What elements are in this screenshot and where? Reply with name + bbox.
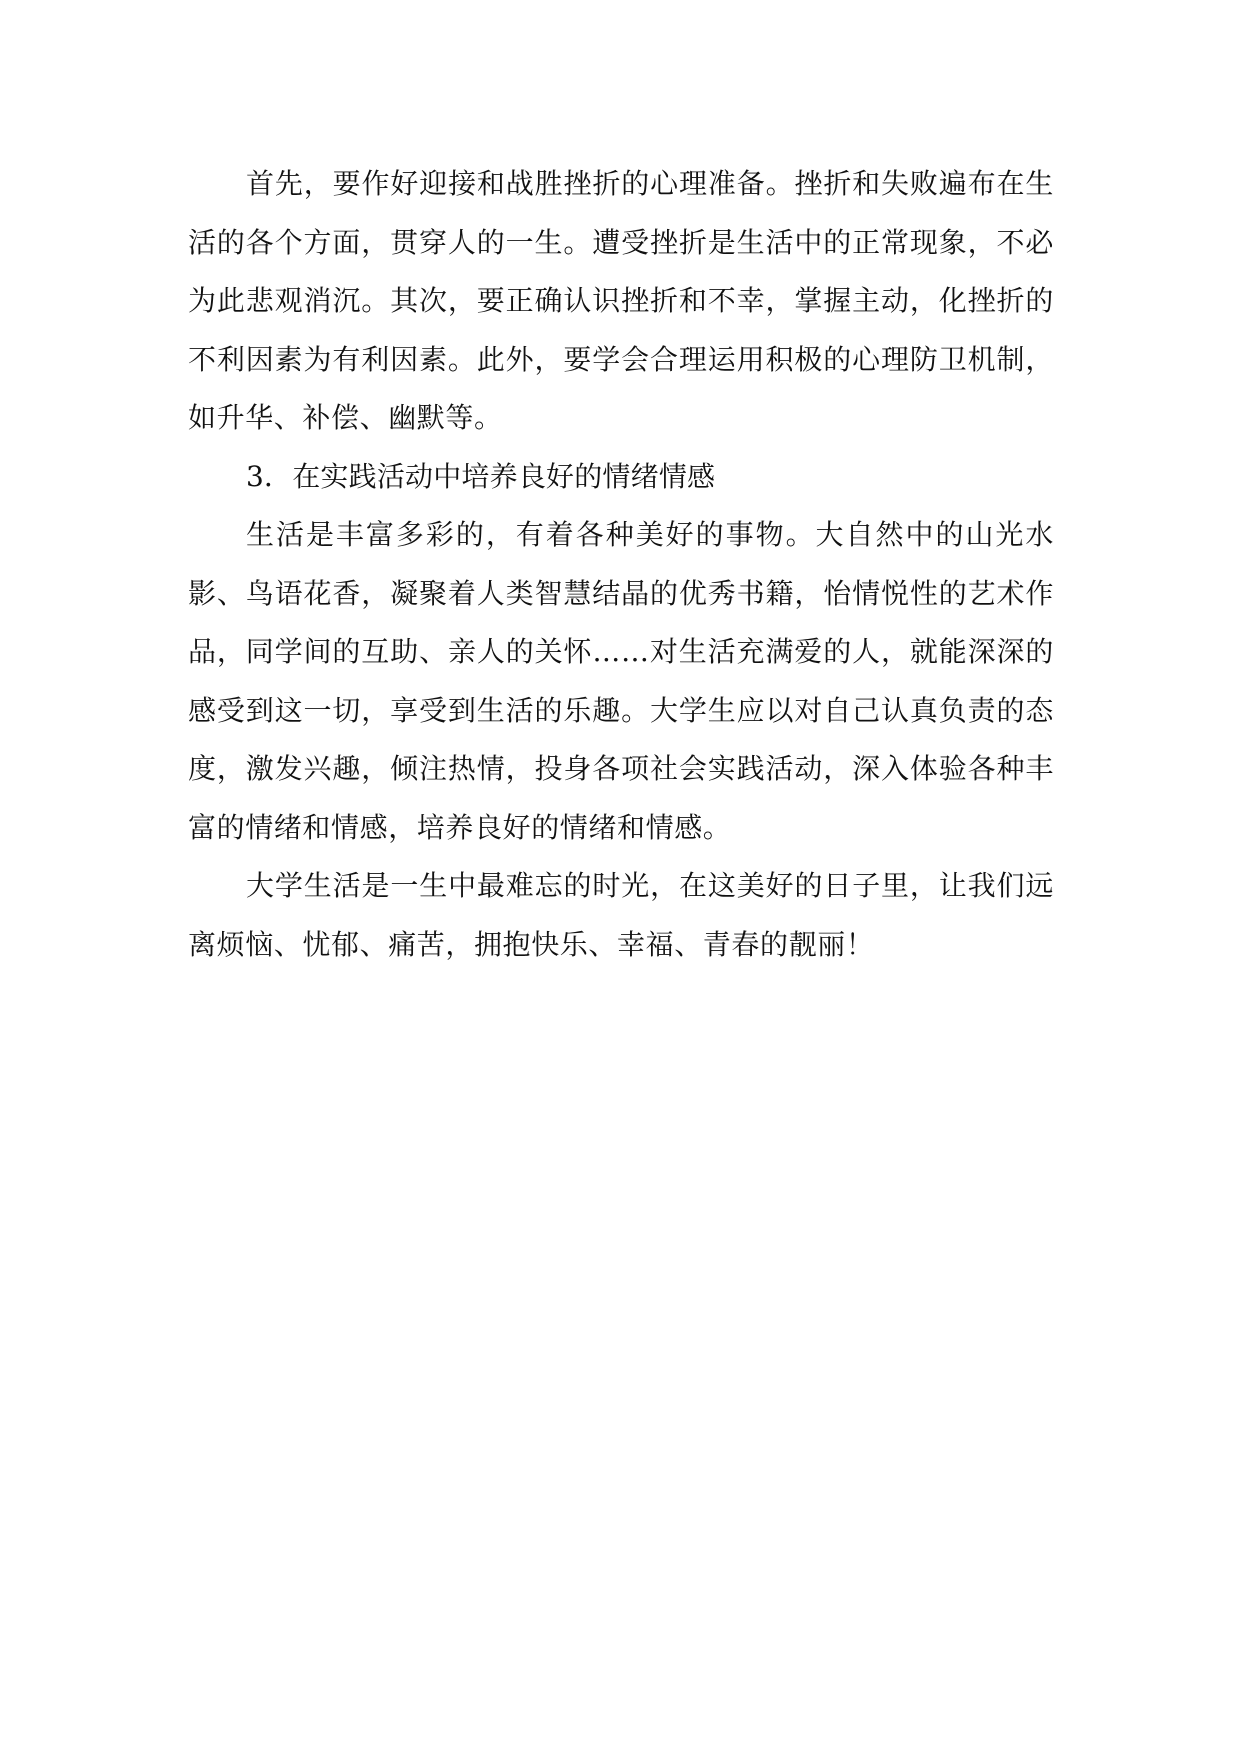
section-heading: 3．在实践活动中培养良好的情绪情感	[246, 459, 716, 493]
body-text	[188, 155, 1054, 974]
paragraph-practice-activities: 生活是丰富多彩的，有着各种美好的事物。大自然中的山光水影、鸟语花香，凝聚着人类智慧结晶的优秀书籍，怡情悦性的艺术作品，同学间的互助、亲人的关怀……对生活充满爱的人，就能深深的感受到这一切，享受到生活的乐趣。大学生应以对自己认真负责的态度，激发兴趣，倾注热情，投身各项社会实践活动，深入体验各种丰富的情绪和情感，培养良好的情绪和情感。	[188, 518, 1054, 844]
paragraph-coping-strategies: 首先，要作好迎接和战胜挫折的心理准备。挫折和失败遍布在生活的各个方面，贯穿人的一生。遭受挫折是生活中的正常现象，不必为此悲观消沉。其次，要正确认识挫折和不幸，掌握主动，化挫折的不利因素为有利因素。此外，要学会合理运用积极的心理防卫机制，如升华、补偿、幽默等。	[188, 167, 1054, 434]
paragraph-closing: 大学生活是一生中最难忘的时光，在这美好的日子里，让我们远离烦恼、忧郁、痛苦，拥抱快乐、幸福、青春的靓丽！	[188, 869, 1054, 961]
